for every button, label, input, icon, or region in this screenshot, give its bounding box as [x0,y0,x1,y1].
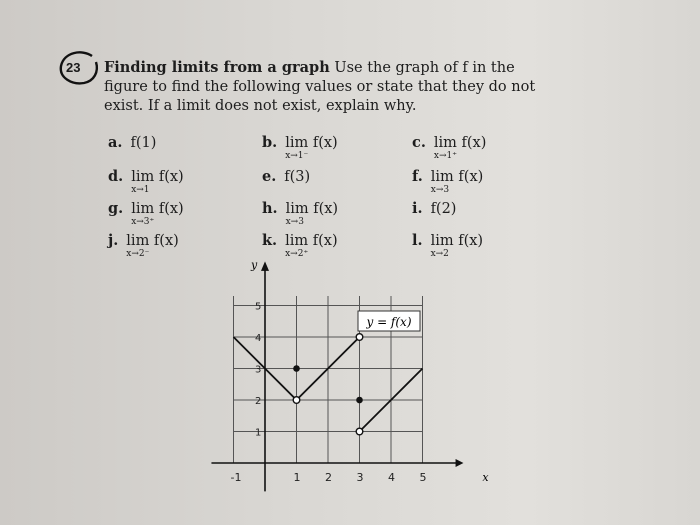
exercise-item [262,200,339,227]
open-point [356,334,363,341]
y-tick-label: 2 [255,396,262,407]
y-axis-arrow [261,261,269,270]
exercise-item [108,232,179,259]
item-label: e. [262,168,277,185]
problem-text: Use the graph of f in the figure to find the following values or state that they do not exist. If a limit does not exist, explain why. [104,60,536,114]
item-expression-text: lim f(x) [430,169,484,185]
item-label: h. [262,200,278,217]
item-expression [285,233,338,259]
item-expression [284,169,310,185]
exercise-item [412,168,484,195]
item-expression [430,233,484,259]
exercise-item [412,232,484,259]
problem-title: Finding limits from a graph [104,59,330,76]
item-label: k. [262,232,278,249]
curve-label: y = f(x) [366,315,412,329]
item-expression-text: lim f(x) [433,135,487,151]
function-graph [190,258,489,498]
x-tick-label: 2 [325,471,332,484]
item-expression-text: lim f(x) [285,135,338,151]
item-expression-text: lim f(x) [285,201,339,217]
exercise-item [108,200,184,227]
item-limit-subscript: x→1⁺ [433,151,457,161]
x-axis-label: x [482,471,489,484]
item-expression-text: lim f(x) [430,233,484,249]
curve-label-box [358,311,420,331]
x-tick-label: 3 [356,471,364,484]
exercise-item [108,134,156,151]
item-label: l. [412,232,423,249]
item-expression-text: lim f(x) [285,233,338,249]
item-label: f. [412,168,423,185]
item-limit-subscript: x→2 [430,249,449,259]
exercise-item [412,200,456,217]
item-expression-text: f(1) [130,135,157,151]
item-expression [126,233,179,259]
item-label: c. [412,134,426,151]
item-limit-subscript: x→3 [285,217,304,227]
exercise-item [412,134,487,161]
exercise-item [262,232,338,259]
item-expression [430,169,484,195]
item-label: b. [262,134,278,151]
item-expression-text: lim f(x) [131,201,184,217]
item-expression [131,201,184,227]
closed-point [293,365,300,372]
problem-statement [104,58,544,116]
x-tick-label: 5 [419,471,427,484]
y-tick-label: 5 [255,301,262,313]
item-label: g. [108,200,124,217]
item-limit-subscript: x→3⁺ [131,217,155,227]
item-label: a. [108,134,123,151]
item-limit-subscript: x→3 [430,185,450,195]
item-limit-subscript: x→2⁻ [126,249,150,259]
item-expression-text: lim f(x) [131,169,184,185]
open-point [356,428,363,435]
item-limit-subscript: x→2⁺ [285,249,309,259]
x-tick-label: 1 [293,471,301,484]
item-limit-subscript: x→1 [131,185,150,195]
problem-number: 23 [66,60,81,75]
exercise-item [108,168,184,195]
item-expression-text: f(3) [284,169,311,185]
open-point [293,397,300,404]
y-tick-label: 3 [255,364,262,376]
exercise-item [262,168,310,185]
closed-point [356,397,363,404]
item-label: i. [412,200,423,217]
exercise-item [262,134,338,161]
item-expression-text: f(2) [430,201,457,217]
item-expression [431,201,457,217]
x-tick-label: -1 [230,471,242,484]
item-expression-text: lim f(x) [126,233,179,249]
graph-axes [211,258,463,491]
item-expression [130,135,156,151]
item-label: j. [108,232,119,249]
item-expression [285,135,338,161]
y-tick-label: 4 [255,333,262,344]
y-axis-label: y [251,258,258,272]
item-expression [433,135,487,161]
x-tick-label: 4 [388,471,395,484]
y-tick-label: 1 [255,427,262,439]
item-expression [285,201,339,227]
item-expression [131,169,184,195]
x-axis-arrow [456,459,464,467]
item-limit-subscript: x→1⁻ [285,151,309,161]
item-label: d. [108,168,124,185]
